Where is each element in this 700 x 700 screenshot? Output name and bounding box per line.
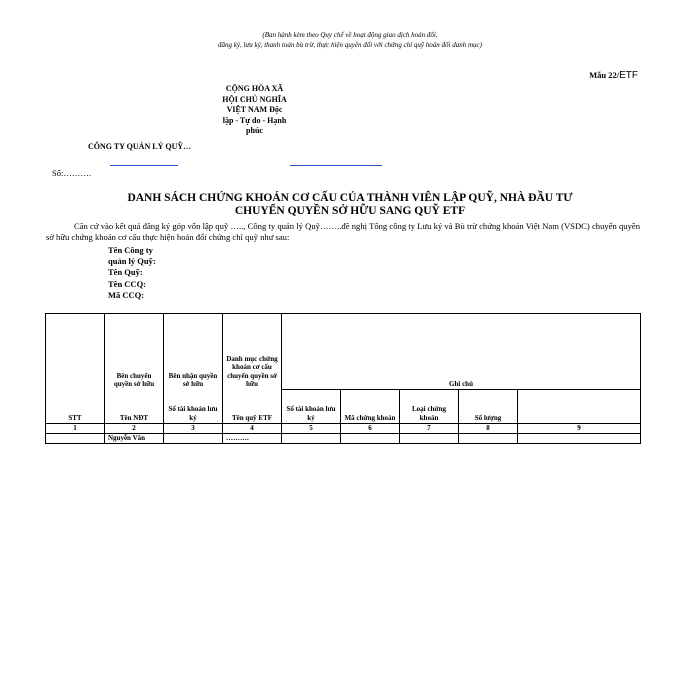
document-number: Số:……….	[52, 168, 91, 178]
field-ccq-code: Mã CCQ:	[108, 289, 145, 300]
subheader-security-type: Loại chứng khoán	[400, 390, 459, 424]
table-cell	[164, 434, 223, 444]
subheader-etf-name: Tên quỹ ETF	[223, 390, 282, 424]
regulation-note	[0, 30, 700, 50]
subheader-blank	[518, 390, 641, 424]
table-cell	[46, 434, 105, 444]
document-title-line2: CHUYỂN QUYỀN SỞ HỮU SANG QUỸ ETF	[234, 205, 466, 217]
cell-investor-name: Nguyễn Văn	[105, 434, 164, 444]
column-number: 9	[518, 424, 641, 434]
table-cell	[282, 434, 341, 444]
regulation-note-line2: đăng ký, lưu ký, thanh toán bù trừ, thực hiện quyền đối với chứng chỉ quỹ hoán đổi danh mục)	[218, 41, 482, 49]
header-receiver: Bên nhận quyền sở hữu	[164, 314, 223, 390]
header-stt-top	[46, 314, 105, 390]
field-company: Tên Công ty quản lý Quỹ:	[108, 245, 156, 267]
field-fund-name: Tên Quỹ:	[108, 267, 143, 278]
subheader-custody-account-2: Số tài khoản lưu ký	[282, 390, 341, 424]
table-cell	[459, 434, 518, 444]
column-number: 6	[341, 424, 400, 434]
column-number: 4	[223, 424, 282, 434]
field-ccq-name: Tên CCQ:	[108, 278, 147, 289]
subheader-security-code: Mã chứng khoán	[341, 390, 400, 424]
table-cell	[518, 434, 641, 444]
column-number: 7	[400, 424, 459, 434]
company-name: CÔNG TY QUẢN LÝ QUỸ…	[88, 142, 192, 151]
table-cell	[341, 434, 400, 444]
form-code	[589, 70, 638, 81]
national-motto: CỘNG HÒA XÃ HỘI CHỦ NGHĨA VIỆT NAM Độc lập - Tự do - Hạnh phúc	[222, 84, 287, 135]
fund-info-fields	[108, 245, 168, 301]
cell-etf-name: ……….	[223, 434, 282, 444]
document-title	[0, 192, 700, 218]
subheader-custody-account: Số tài khoản lưu ký	[164, 390, 223, 424]
table-cell	[400, 434, 459, 444]
header-transferor: Bên chuyển quyền sở hữu	[105, 314, 164, 390]
regulation-note-line1: (Ban hành kèm theo Quy chế về hoạt động giao dịch hoán đổi,	[262, 31, 438, 39]
column-number: 1	[46, 424, 105, 434]
subheader-quantity: Số lượng	[459, 390, 518, 424]
motto-underline	[290, 165, 382, 166]
form-code-prefix: Mẫu 22/	[589, 70, 620, 80]
column-number: 8	[459, 424, 518, 434]
form-code-suffix: ETF	[619, 70, 638, 81]
header-portfolio: Danh mục chứng khoán cơ cấu chuyển quyền sở hữu	[223, 314, 282, 390]
header-notes: Ghi chú	[282, 314, 641, 390]
document-title-line1: DANH SÁCH CHỨNG KHOÁN CƠ CẤU CỦA THÀNH VIÊN LẬP QUỸ, NHÀ ĐẦU TƯ	[127, 192, 573, 204]
header-stt: STT	[46, 390, 105, 424]
request-paragraph: Căn cứ vào kết quả đăng ký góp vốn lập quỹ ….., Công ty quản lý Quỹ……..đề nghị Tổng công ty Lưu ký và Bù trừ chứng khoán Việt Nam (VSDC) chuyển quyền sở hữu chứng khoán cơ cấu thực hiện hoán đổi chứng chỉ quỹ như sau:	[46, 221, 640, 242]
transfer-table	[45, 313, 641, 444]
company-underline	[110, 165, 178, 166]
column-number: 2	[105, 424, 164, 434]
subheader-investor-name: Tên NĐT	[105, 390, 164, 424]
column-number: 3	[164, 424, 223, 434]
column-number: 5	[282, 424, 341, 434]
